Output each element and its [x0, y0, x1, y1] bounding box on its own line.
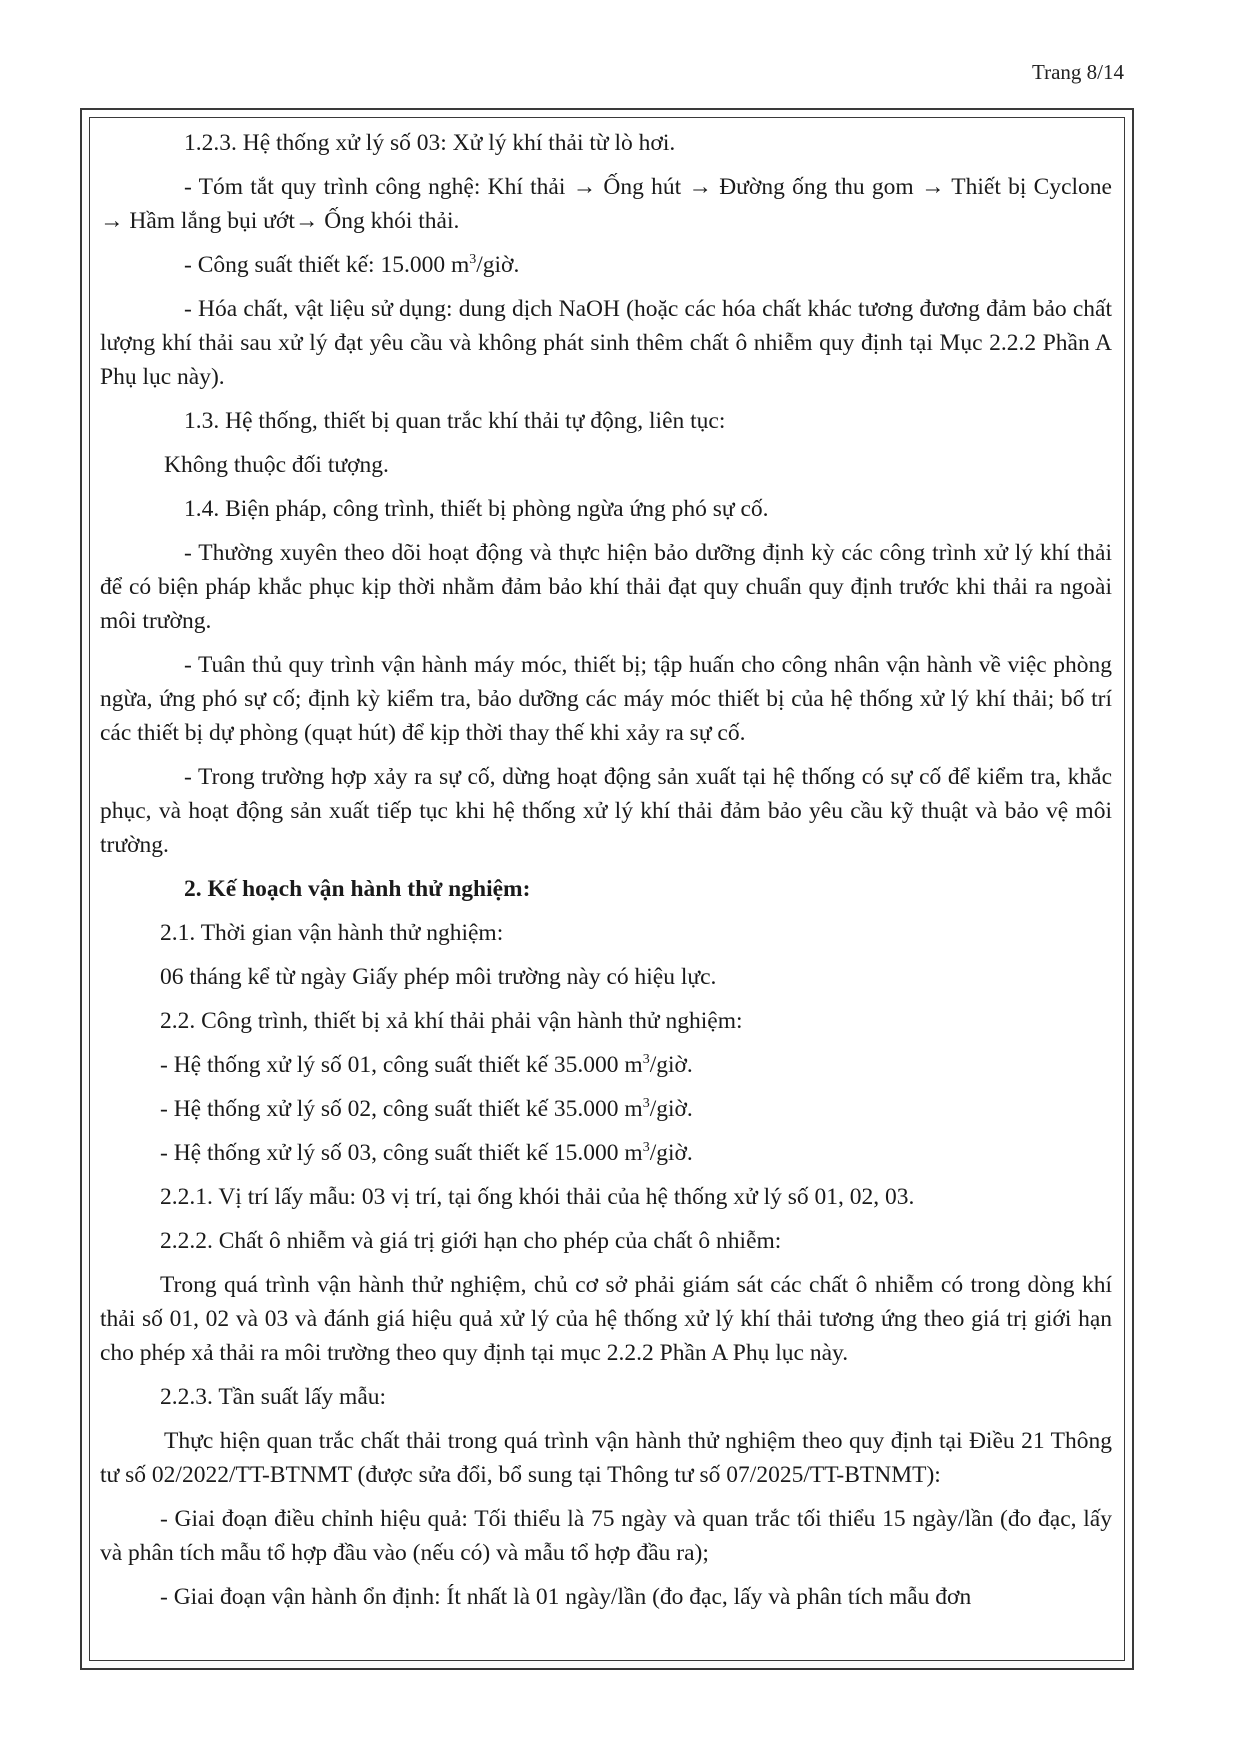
system-02-capacity: - Hệ thống xử lý số 02, công suất thiết kế 35.000 $m^3$/giờ. — [160, 1096, 693, 1122]
section-2-heading: 2. Kế hoạch vận hành thử nghiệm: — [184, 876, 531, 902]
section-1-3-heading: 1.3. Hệ thống, thiết bị quan trắc khí thải tự động, liên tục: — [184, 408, 726, 434]
monitoring-requirement: Trong quá trình vận hành thử nghiệm, chủ cơ sở phải giám sát các chất ô nhiễm có trong dòng khí thải số 01, 02 và 03 và đánh giá hiệu quả xử lý của hệ thống xử lý khí thải tương ứng theo giá trị giới hạn cho phép xả thải ra môi trường theo quy định tại mục 2.2.2 Phần A Phụ lục này. — [100, 1272, 1112, 1366]
measure-monitoring: - Thường xuyên theo dõi hoạt động và thực hiện bảo dưỡng định kỳ các công trình xử lý khí thải để có biện pháp khắc phục kịp thời nhằm đảm bảo khí thải đạt quy chuẩn quy định trước khi thải ra ngoài môi trường. — [100, 540, 1112, 634]
section-2-2-heading: 2.2. Công trình, thiết bị xả khí thải phải vận hành thử nghiệm: — [160, 1008, 743, 1034]
system-03-capacity: - Hệ thống xử lý số 03, công suất thiết kế 15.000 $m^3$/giờ. — [160, 1140, 693, 1166]
chemicals-used: - Hóa chất, vật liệu sử dụng: dung dịch NaOH (hoặc các hóa chất khác tương đương đảm bảo chất lượng khí thải sau xử lý đạt yêu cầu và không phát sinh thêm chất ô nhiễm quy định tại Mục 2.2.2 Phần A Phụ lục này). — [100, 296, 1112, 390]
section-1-4-heading: 1.4. Biện pháp, công trình, thiết bị phòng ngừa ứng phó sự cố. — [184, 496, 769, 522]
measure-incident: - Trong trường hợp xảy ra sự cố, dừng hoạt động sản xuất tại hệ thống có sự cố để kiểm tra, khắc phục, và hoạt động sản xuất tiếp tục khi hệ thống xử lý khí thải đảm bảo yêu cầu kỹ thuật và bảo vệ môi trường. — [100, 764, 1112, 858]
section-2-1-heading: 2.1. Thời gian vận hành thử nghiệm: — [160, 920, 504, 946]
process-summary: - Tóm tắt quy trình công nghệ: Khí thải → Ống hút → Đường ống thu gom → Thiết bị Cyclone → Hầm lắng bụi ướt→ Ống khói thải. — [100, 174, 1112, 234]
trial-duration: 06 tháng kể từ ngày Giấy phép môi trường này có hiệu lực. — [160, 964, 717, 990]
section-2-2-3-heading: 2.2.3. Tần suất lấy mẫu: — [160, 1384, 387, 1410]
document-body — [100, 126, 1112, 1614]
adjustment-phase: - Giai đoạn điều chỉnh hiệu quả: Tối thiểu là 75 ngày và quan trắc tối thiểu 15 ngày/lần (đo đạc, lấy và phân tích mẫu tổ hợp đầu vào (nếu có) và mẫu tổ hợp đầu ra); — [100, 1506, 1112, 1566]
page-number: Trang 8/14 — [1032, 60, 1124, 84]
measure-operation: - Tuân thủ quy trình vận hành máy móc, thiết bị; tập huấn cho công nhân vận hành về việc phòng ngừa, ứng phó sự cố; định kỳ kiểm tra, bảo dưỡng các máy móc thiết bị của hệ thống xử lý khí thải; bố trí các thiết bị dự phòng (quạt hút) để kịp thời thay thế khi xảy ra sự cố. — [100, 652, 1112, 746]
section-1-2-3-heading: 1.2.3. Hệ thống xử lý số 03: Xử lý khí thải từ lò hơi. — [184, 130, 676, 156]
section-2-2-1: 2.2.1. Vị trí lấy mẫu: 03 vị trí, tại ống khói thải của hệ thống xử lý số 01, 02, 03. — [160, 1184, 915, 1210]
monitoring-regulation: Thực hiện quan trắc chất thải trong quá trình vận hành thử nghiệm theo quy định tại Điều 21 Thông tư số 02/2022/TT-BTNMT (được sửa đổi, bổ sung tại Thông tư số 07/2025/TT-BTNMT): — [100, 1428, 1112, 1488]
stable-phase: - Giai đoạn vận hành ổn định: Ít nhất là 01 ngày/lần (đo đạc, lấy và phân tích mẫu đơn — [160, 1584, 972, 1610]
system-01-capacity: - Hệ thống xử lý số 01, công suất thiết kế 35.000 $m^3$/giờ. — [160, 1052, 693, 1078]
section-2-2-2-heading: 2.2.2. Chất ô nhiễm và giá trị giới hạn cho phép của chất ô nhiễm: — [160, 1228, 782, 1254]
design-capacity: - Công suất thiết kế: 15.000 $m^3$/giờ. — [184, 252, 520, 278]
not-applicable-text: Không thuộc đối tượng. — [164, 452, 389, 478]
